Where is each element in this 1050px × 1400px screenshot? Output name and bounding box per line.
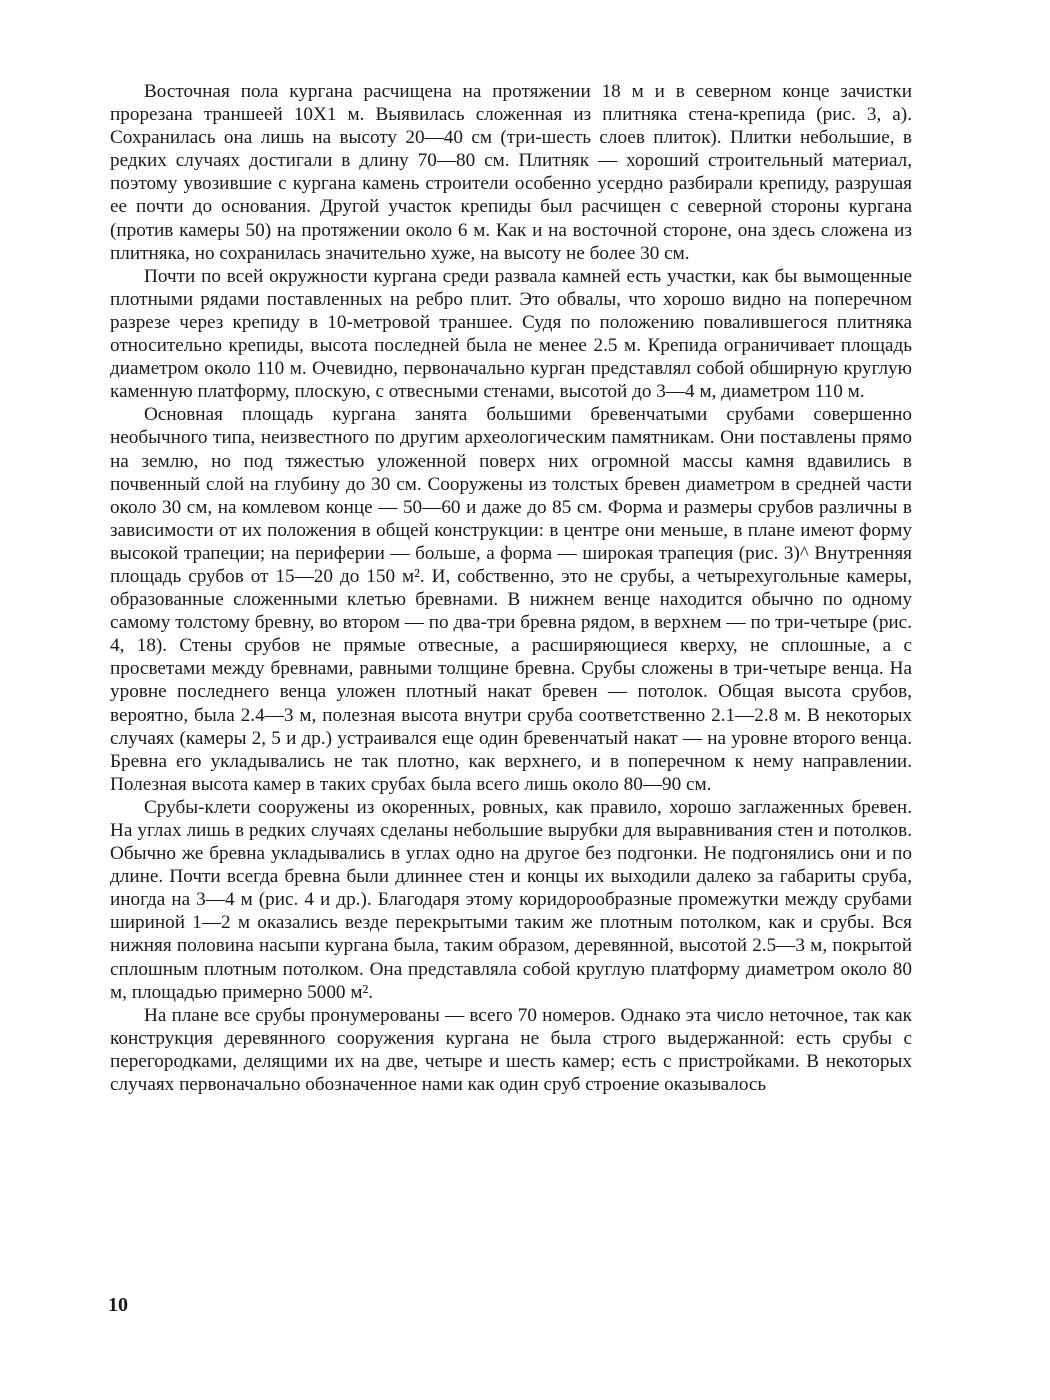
paragraph-5: На плане все срубы пронумерованы — всего 70 номеров. Однако эта число неточное, так как конструкция деревянного сооружения кургана не была строго выдержанной: есть срубы с перегородками, делящими их на две, четыре и шесть камер; есть с пристройками. В некоторых случаях первоначально обозначенное нами как один сруб строение оказывалось: [110, 1004, 912, 1096]
page-number: 10: [108, 1294, 128, 1316]
paragraph-1: Восточная пола кургана расчищена на протяжении 18 м и в северном конце зачистки прорезана траншеей 10Х1 м. Выявилась сложенная из плитняка стена-крепида (рис. 3, а). Сохранилась она лишь на высоту 20—40 см (три-шесть слоев плиток). Плитки небольшие, в редких случаях достигали в длину 70—80 см. Плитняк — хороший строительный материал, поэтому увозившие с кургана камень строители особенно усердно разбирали крепиду, разрушая ее почти до основания. Другой участок крепиды был расчищен с северной стороны кургана (против камеры 50) на протяжении около 6 м. Как и на восточной стороне, она здесь сложена из плитняка, но сохранилась значительно хуже, на высоту не более 30 см.: [110, 81, 912, 264]
paragraph-4: Срубы-клети сооружены из окоренных, ровных, как правило, хорошо заглаженных бревен. На углах лишь в редких случаях сделаны небольшие вырубки для выравнивания стен и потолков. Обычно же бревна укладывались в углах одно на другое без подгонки. Не подгонялись они и по длине. Почти всегда бревна были длиннее стен и концы их выходили далеко за габариты сруба, иногда на 3—4 м (рис. 4 и др.). Благодаря этому коридорообразные промежутки между срубами шириной 1—2 м оказались везде перекрытыми таким же плотным потолком, как и срубы. Вся нижняя половина насыпи кургана была, таким образом, деревянной, высотой 2.5—3 м, покрытой сплошным плотным потолком. Она представляла собой круглую платформу диаметром около 80 м, площадью примерно 5000 м².: [110, 796, 912, 1003]
paragraph-2: Почти по всей окружности кургана среди развала камней есть участки, как бы вымощенные плотными рядами поставленных на ребро плит. Это обвалы, что хорошо видно на поперечном разрезе через крепиду в 10-метровой траншее. Судя по положению повалившегося плитняка относительно крепиды, высота последней была не менее 2.5 м. Крепида ограничивает площадь диаметром около 110 м. Очевидно, первоначально курган представлял собой обширную круглую каменную платформу, плоскую, с отвесными стенами, высотой до 3—4 м, диаметром 110 м.: [110, 265, 912, 403]
paragraph-3: Основная площадь кургана занята большими бревенчатыми срубами совершенно необычного типа, неизвестного по другим археологическим памятникам. Они поставлены прямо на землю, но под тяжестью уложенной поверх них огромной массы камня вдавились в почвенный слой на глубину до 30 см. Сооружены из толстых бревен диаметром в средней части около 30 см, на комлевом конце — 50—60 и даже до 85 см. Форма и размеры срубов различны в зависимости от их положения в общей конструкции: в центре они меньше, в плане имеют форму высокой трапеции; на периферии — больше, а форма — широкая трапеция (рис. 3)^ Внутренняя площадь срубов от 15—20 до 150 м². И, собственно, это не срубы, а четырехугольные камеры, образованные сложенными клетью бревнами. В нижнем венце находится обычно по одному самому толстому бревну, во втором — по два-три бревна рядом, в верхнем — по три-четыре (рис. 4, 18). Стены срубов не прямые отвесные, а расширяющиеся кверху, не сплошные, а с просветами между бревнами, равными толщине бревна. Срубы сложены в три-четыре венца. На уровне последнего венца уложен плотный накат бревен — потолок. Общая высота срубов, вероятно, была 2.4—3 м, полезная высота внутри сруба соответственно 2.1—2.8 м. В некоторых случаях (камеры 2, 5 и др.) устраивался еще один бревенчатый накат — на уровне второго венца. Бревна его укладывались не так плотно, как верхнего, и в поперечном к нему направлении. Полезная высота камер в таких срубах была всего лишь около 80—90 см.: [110, 404, 912, 795]
page-body: [110, 80, 912, 1096]
